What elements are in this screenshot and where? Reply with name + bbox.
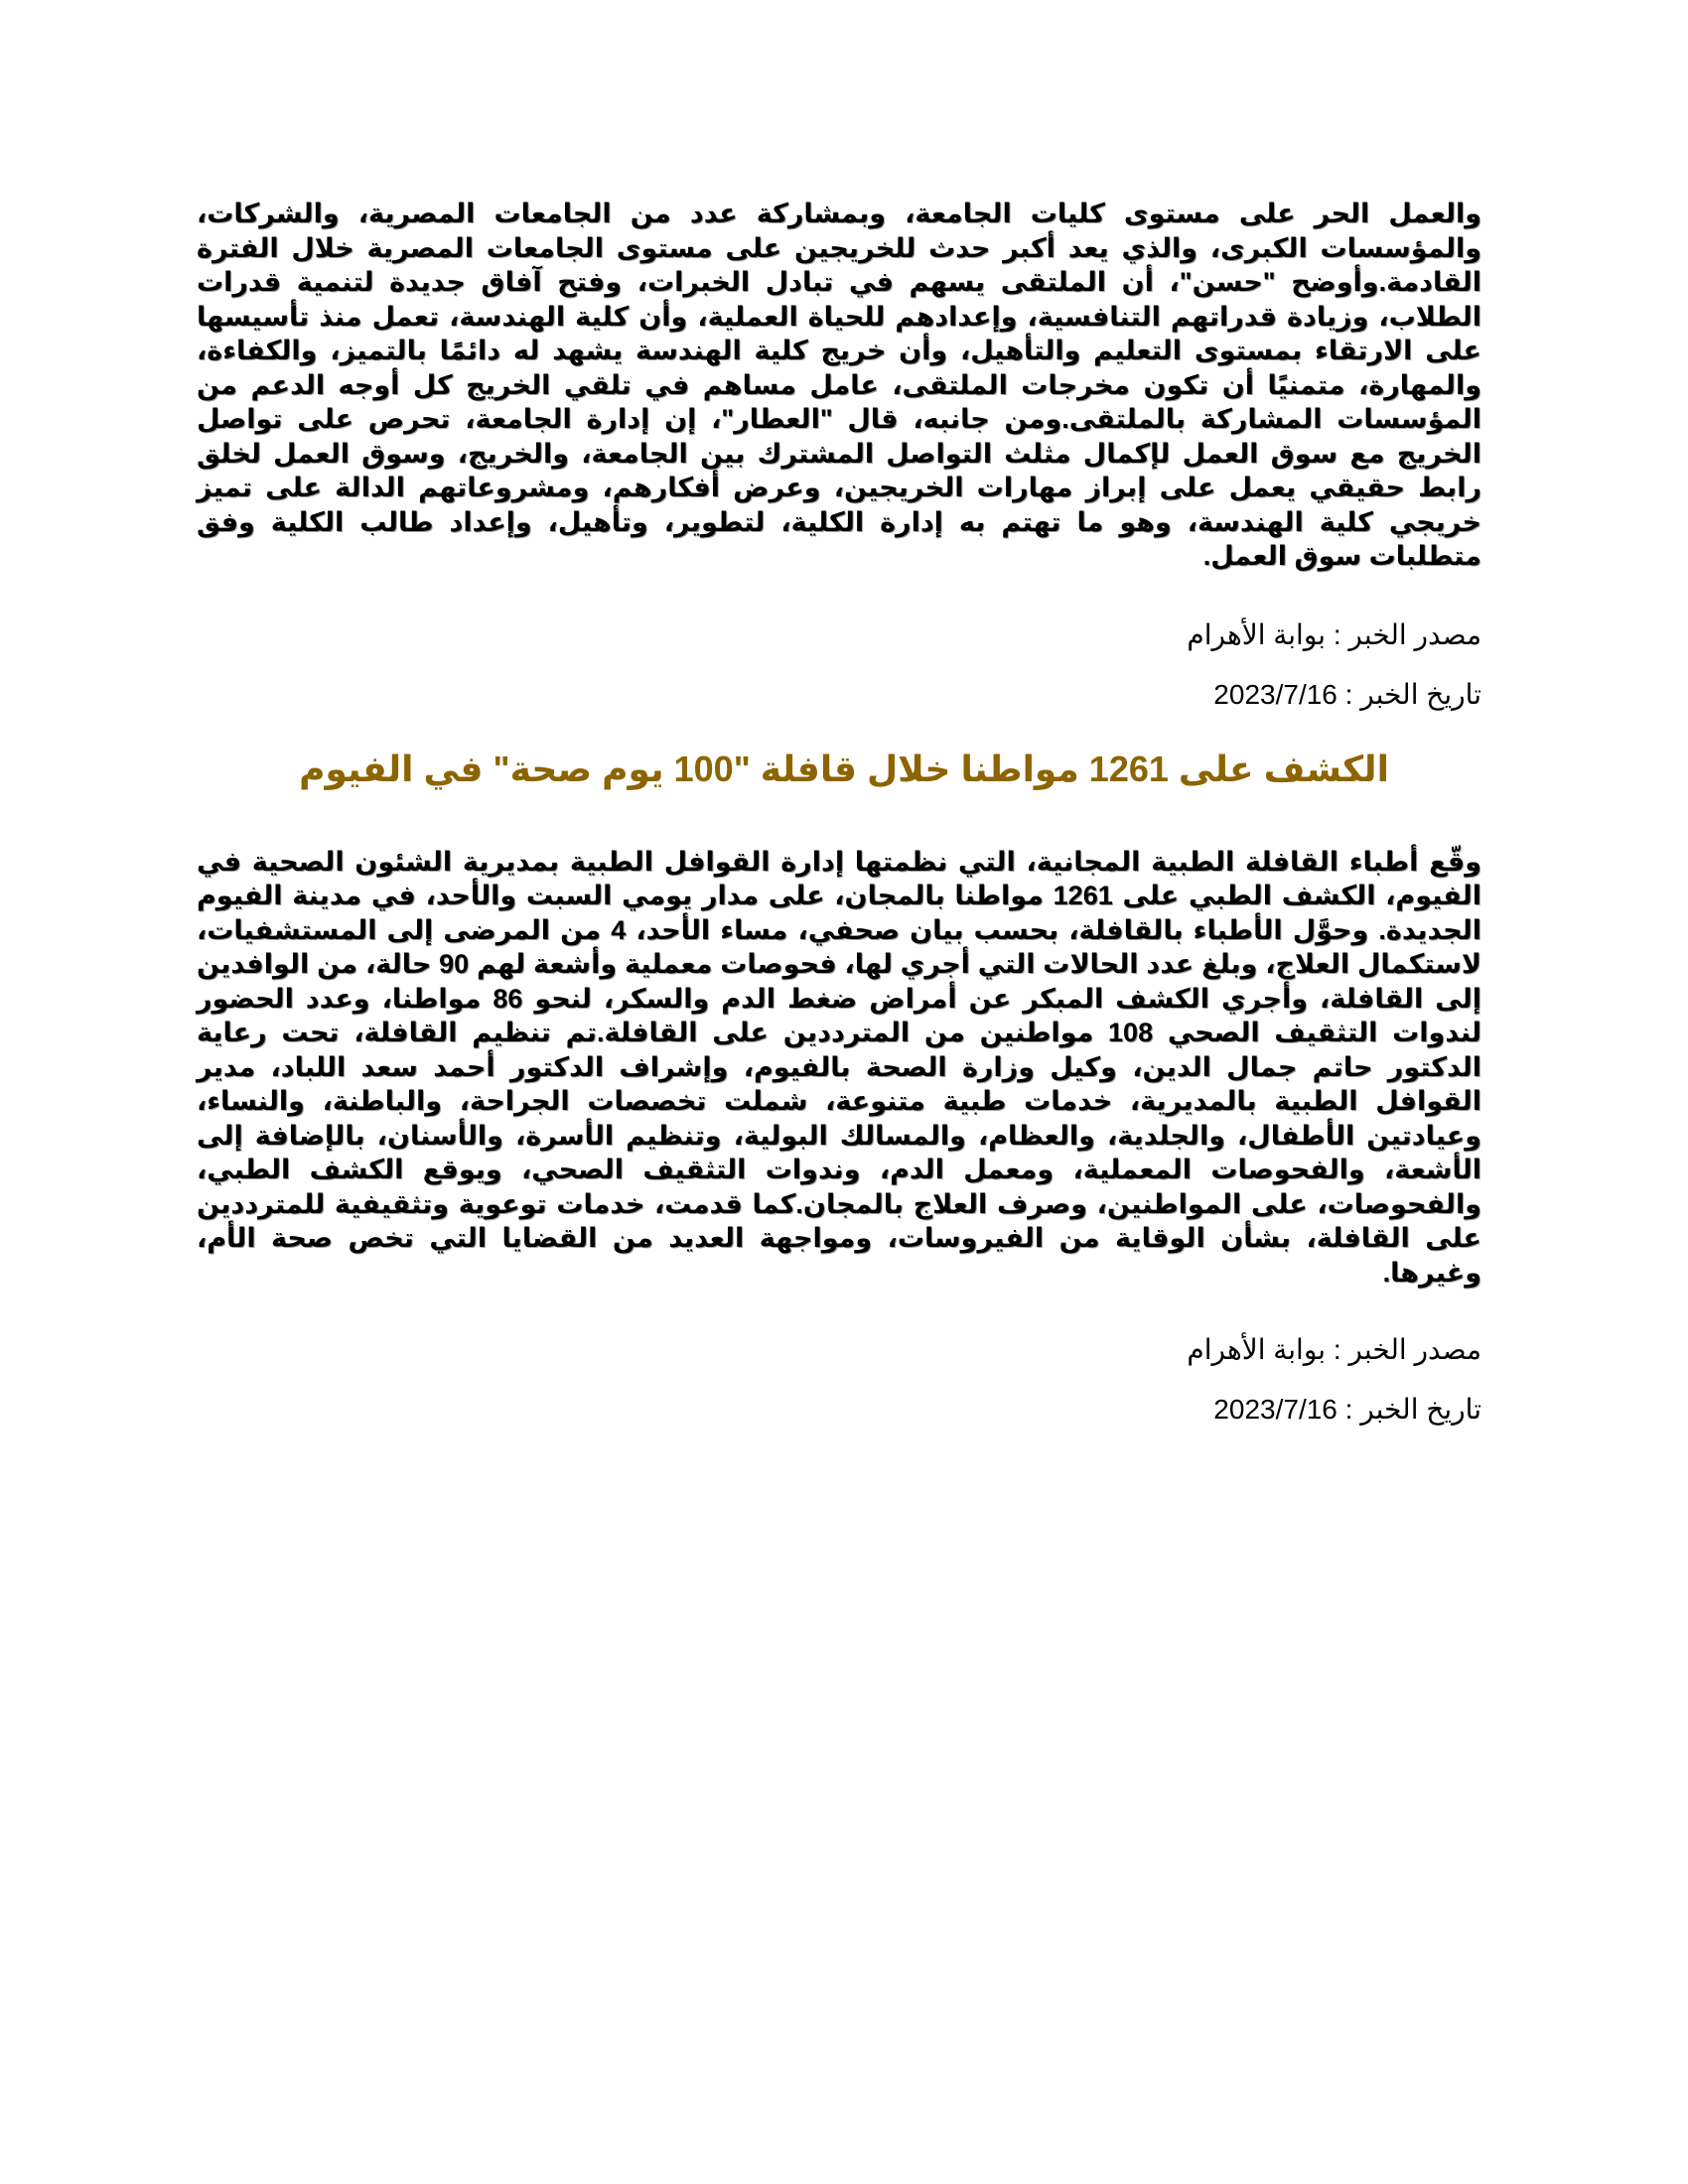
document-page xyxy=(197,197,1481,1427)
article-2-body: وقّع أطباء القافلة الطبية المجانية، التي نظمتها إدارة القوافل الطبية بمديرية الشئون الصحية في الفيوم، الكشف الطبي على 1261 مواطنا بالمجان، على مدار يومي السبت والأحد، في مدينة الفيوم الجديدة. وحوَّل الأطباء بالقافلة، بحسب بيان صحفي، مساء الأحد، 4 من المرضى إلى المستشفيات، لاستكمال العلاج، وبلغ عدد الحالات التي أجري لها، فحوصات معملية وأشعة لهم 90 حالة، من الوافدين إلى القافلة، وأجري الكشف المبكر عن أمراض ضغط الدم والسكر، لنحو 86 مواطنا، وعدد الحضور لندوات التثقيف الصحي 108 مواطنين من المترددين على القافلة.تم تنظيم القافلة، تحت رعاية الدكتور حاتم جمال الدين، وكيل وزارة الصحة بالفيوم، وإشراف الدكتور أحمد سعد اللباد، مدير القوافل الطبية بالمديرية، خدمات طبية متنوعة، شملت تخصصات الجراحة، والباطنة، والنساء، وعيادتين الأطفال، والجلدية، والعظام، والمسالك البولية، وتنظيم الأسرة، والأسنان، بالإضافة إلى الأشعة، والفحوصات المعملية، ومعمل الدم، وندوات التثقيف الصحي، ويوقع الكشف الطبي، والفحوصات، على المواطنين، وصرف العلاج بالمجان.كما قدمت، خدمات توعوية وتثقيفية للمترددين على القافلة، بشأن الوقاية من الفيروسات، ومواجهة العديد من القضايا التي تخص صحة الأم، وغيرها. xyxy=(197,846,1482,1288)
article-1-source: مصدر الخبر : بوابة الأهرام xyxy=(1187,618,1481,650)
article-1-body: والعمل الحر على مستوى كليات الجامعة، وبمشاركة عدد من الجامعات المصرية، والشركات، والمؤسسات الكبرى، والذي يعد أكبر حدث للخريجين على مستوى الجامعات المصرية خلال الفترة القادمة.وأوضح "حسن"، أن الملتقى يسهم في تبادل الخبرات، وفتح آفاق جديدة لتنمية قدرات الطلاب، وزيادة قدراتهم التنافسية، وإعدادهم للحياة العملية، وأن كلية الهندسة، تعمل منذ تأسيسها على الارتقاء بمستوى التعليم والتأهيل، وأن خريج كلية الهندسة يشهد له دائمًا بالتميز، والكفاءة، والمهارة، متمنيًا أن تكون مخرجات الملتقى، عامل مساهم في تلقي الخريج كل أوجه الدعم من المؤسسات المشاركة بالملتقى.ومن جانبه، قال "العطار"، إن إدارة الجامعة، تحرص على تواصل الخريج مع سوق العمل لإكمال مثلث التواصل المشترك بين الجامعة، والخريج، وسوق العمل لخلق رابط حقيقي يعمل على إبراز مهارات الخريجين، وعرض أفكارهم، ومشروعاتهم الدالة على تميز خريجي كلية الهندسة، وهو ما تهتم به إدارة الكلية، لتطوير، وتأهيل، وإعداد طالب الكلية وفق متطلبات سوق العمل. xyxy=(197,199,1481,571)
article-2-source: مصدر الخبر : بوابة الأهرام xyxy=(1187,1334,1481,1365)
article-2-title: الكشف على 1261 مواطنا خلال قافلة "100 يوم صحة" في الفيوم xyxy=(299,748,1389,789)
article-1-date: تاريخ الخبر : 2023/7/16 xyxy=(1213,678,1481,710)
article-2-date: تاريخ الخبر : 2023/7/16 xyxy=(1213,1394,1481,1425)
